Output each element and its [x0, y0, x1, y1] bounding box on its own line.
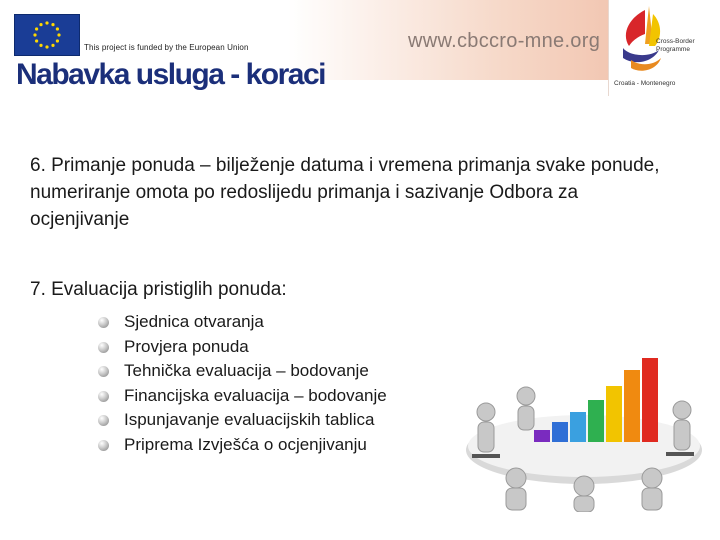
meeting-chart-illustration — [456, 352, 712, 512]
evaluation-substeps-list — [98, 310, 387, 457]
list-item — [98, 408, 387, 433]
list-item-label: Tehnička evaluacija – bodovanje — [124, 361, 369, 380]
eu-flag-icon — [14, 14, 80, 56]
list-item — [98, 359, 387, 384]
list-item-label: Ispunjavanje evaluacijskih tablica — [124, 410, 375, 429]
sphere-bullet-icon — [98, 366, 109, 377]
sphere-bullet-icon — [98, 415, 109, 426]
list-item — [98, 433, 387, 458]
sphere-bullet-icon — [98, 317, 109, 328]
list-item-label: Sjednica otvaranja — [124, 312, 264, 331]
list-item-label: Provjera ponuda — [124, 336, 249, 356]
programme-logo-line1: Cross-Border — [656, 38, 695, 45]
list-item — [98, 310, 387, 335]
slide-title: Nabavka usluga - koraci — [16, 58, 325, 91]
list-item — [98, 384, 387, 409]
step-7-text: 7. Evaluacija pristiglih ponuda: — [30, 279, 287, 300]
sphere-bullet-icon — [98, 391, 109, 402]
programme-logo-caption: Croatia - Montenegro — [614, 80, 676, 87]
step-6-text: 6. Primanje ponuda – bilježenje datuma i vremena primanja svake ponude, numeriranje omota po redoslijedu primanja i sazivanje Odbora za ocjenjivanje — [30, 155, 660, 230]
programme-logo-text — [656, 38, 695, 53]
sphere-bullet-icon — [98, 440, 109, 451]
sphere-bullet-icon — [98, 342, 109, 353]
list-item-label: Priprema Izvješća o ocjenjivanju — [124, 434, 367, 454]
programme-logo-line2: Programme — [656, 45, 690, 53]
funding-text: This project is funded by the European Union — [84, 43, 249, 52]
list-item-label: Financijska evaluacija – bodovanje — [124, 385, 387, 405]
website-link[interactable]: www.cbccro-mne.org — [408, 30, 601, 52]
list-item — [98, 335, 387, 360]
